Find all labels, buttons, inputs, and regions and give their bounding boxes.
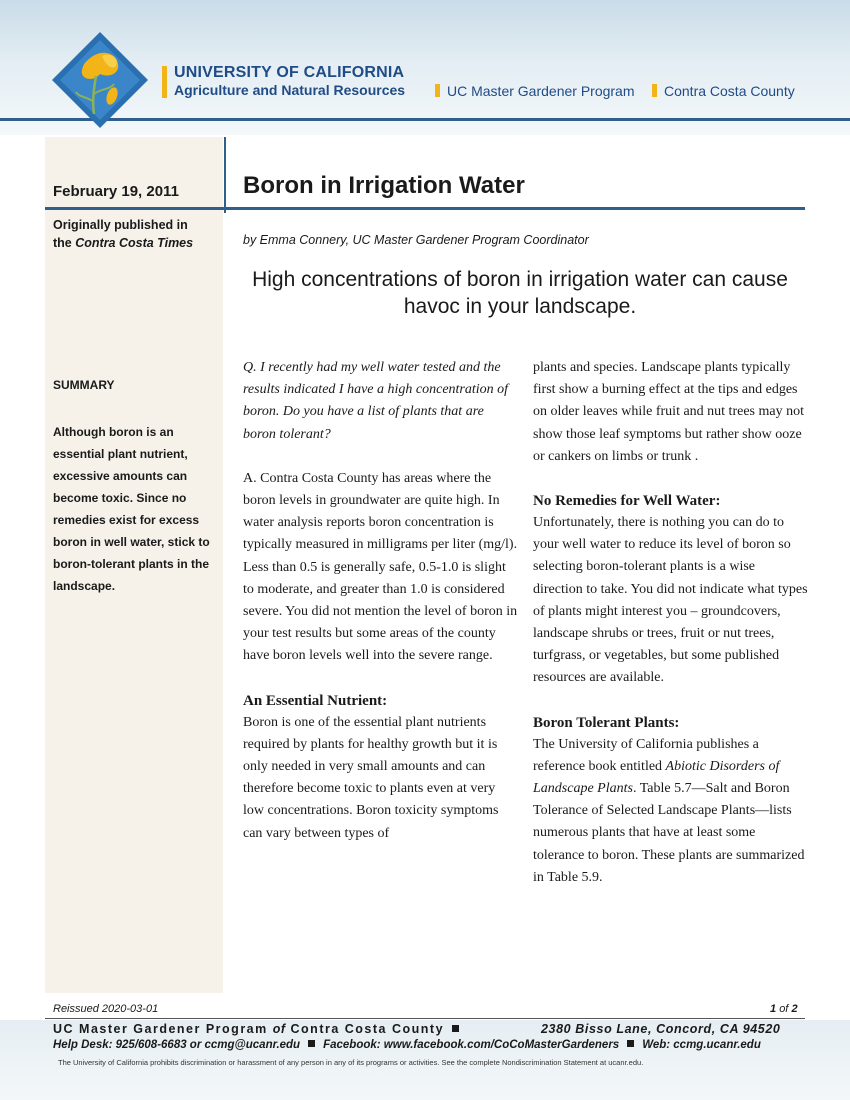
program-marker-icon [435, 84, 440, 97]
footer-address: 2380 Bisso Lane, Concord, CA 94520 [541, 1022, 781, 1036]
article-column-1 [243, 357, 518, 845]
essential-nutrient-paragraph: Boron is one of the essential plant nutrients required by plants for healthy growth but it is only needed in very small amounts and can therefore become toxic to plants even at very low concentrations. Boron toxicity symptoms can vary between types of [243, 714, 499, 841]
page-number [770, 1003, 798, 1015]
published-note [53, 216, 218, 252]
section-heading-no-remedies: No Remedies for Well Water: [533, 493, 721, 510]
page-of: of [779, 1003, 789, 1015]
separator-square-icon [452, 1025, 459, 1032]
footer-org [53, 1022, 467, 1036]
tolerant-plants-paragraph [533, 734, 808, 889]
published-line2-prefix: the [53, 236, 76, 250]
published-source: Contra Costa Times [75, 236, 194, 250]
published-line1: Originally published in [53, 218, 188, 232]
publication-date: February 19, 2011 [53, 183, 179, 200]
continued-paragraph: plants and species. Landscape plants typically first show a burning effect at the tips and edges on older leaves while fruit and nut trees may not show those leaf symptoms but rather show ooze or cankers on limbs or trunk . [533, 360, 804, 464]
nondiscrimination-statement: The University of California prohibits discrimination or harassment of any person in any of its programs or activities. See the complete Nondiscrimination Statement at ucanr.edu. [58, 1058, 644, 1067]
title-rule [45, 207, 805, 210]
header-vertical-rule [224, 137, 226, 213]
byline: by Emma Connery, UC Master Gardener Program Coordinator [243, 233, 589, 247]
no-remedies-paragraph: Unfortunately, there is nothing you can do to your well water to reduce its level of boron so selecting boron-tolerant plants is a wise direction to take. You did not indicate what types of plants might interest you – groundcovers, landscape shrubs or trees, fruit or nut trees, turfgrass, or vegetables, but some published resources are available. [533, 515, 808, 686]
article-deck: High concentrations of boron in irrigation water can cause havoc in your landscape. [252, 268, 788, 318]
brand-accent-bar [162, 66, 167, 98]
page-current: 1 [770, 1003, 777, 1015]
separator-square-icon [308, 1040, 315, 1047]
county-label [652, 83, 795, 99]
county-text: Contra Costa County [664, 83, 795, 99]
section-heading-essential-nutrient: An Essential Nutrient: [243, 692, 388, 709]
book-title: Abiotic Disorders of Landscape Plants [533, 758, 780, 797]
reissued-date: Reissued 2020-03-01 [53, 1003, 159, 1015]
facebook-link[interactable]: Facebook: www.facebook.com/CoCoMasterGardeners [323, 1039, 620, 1051]
uc-title: UNIVERSITY OF CALIFORNIA [174, 64, 405, 81]
uc-poppy-logo-icon [50, 30, 150, 130]
county-marker-icon [652, 84, 657, 97]
uc-subtitle: Agriculture and Natural Resources [174, 82, 406, 98]
summary-text: Although boron is an essential plant nutrient, excessive amounts can become toxic. Since no remedies exist for excess boron in well water, stick to boron-tolerant plants in the landscape. [53, 425, 210, 593]
answer-paragraph: A. Contra Costa County has areas where the boron levels in groundwater are quite high. In water analysis reports boron concentration is typically measured in milligrams per liter (mg/l). Less than 0.5 is generally safe, 0.5-1.0 is slight to moderate, and greater than 1.0 is considered severe. You did not mention the level of boron in your test results but some areas of the county have boron levels well into the severe range. [243, 470, 518, 664]
footer-contacts [53, 1039, 761, 1051]
program-text: UC Master Gardener Program [447, 83, 635, 99]
question-paragraph: Q. I recently had my well water tested and the results indicated I have a high concentration of boron. Do you have a list of plants that are boron tolerant? [243, 360, 509, 442]
program-label [435, 83, 635, 99]
tolerant-text-a: The University of California publishes a reference book entitled [533, 736, 759, 774]
article-title: Boron in Irrigation Water [243, 172, 525, 199]
separator-square-icon [627, 1040, 634, 1047]
help-desk: Help Desk: 925/608-6683 or ccmg@ucanr.edu [53, 1039, 301, 1051]
page-total: 2 [791, 1003, 798, 1015]
org-of: of [272, 1022, 286, 1036]
article-column-2 [533, 357, 808, 889]
web-link[interactable]: Web: ccmg.ucanr.edu [642, 1039, 761, 1051]
org-name-a: UC Master Gardener Program [53, 1022, 273, 1036]
org-name-b: Contra Costa County [285, 1022, 445, 1036]
summary-heading: SUMMARY [53, 378, 115, 392]
tolerant-text-b: . Table 5.7—Salt and Boron Tolerance of Selected Landscape Plants—lists numerous plants that have at least some tolerance to boron. These plants are summarized in Table 5.9. [533, 781, 805, 885]
section-heading-tolerant-plants: Boron Tolerant Plants: [533, 714, 680, 731]
footer-rule [45, 1018, 805, 1019]
